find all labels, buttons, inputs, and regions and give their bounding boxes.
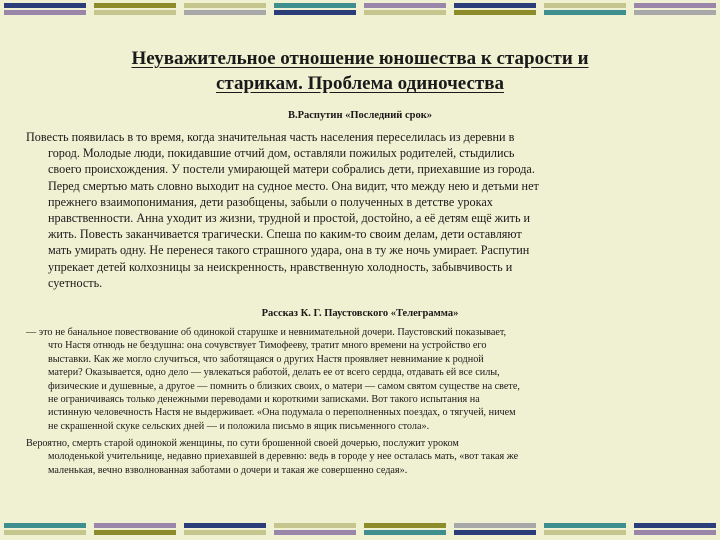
paragraph-line: суетность.	[48, 275, 103, 290]
stripe-segment	[634, 0, 716, 20]
stripe-segment	[274, 520, 356, 540]
paragraph-line: Перед смертью мать словно выходит на судное место. Она видит, что между нею и детьми нет	[48, 178, 539, 193]
stripe-segment	[634, 520, 716, 540]
stripe-segment	[544, 0, 626, 20]
stripe-segment	[184, 520, 266, 540]
stripe-segment	[454, 520, 536, 540]
stripe-segment	[94, 520, 176, 540]
stripe-segment	[4, 0, 86, 20]
paragraph-line: истинную человечность Настя не выдерживает. «Она подумала о переполненных поездах, о тягучей, ничем	[48, 407, 516, 419]
paragraph-line: город. Молодые люди, покидавшие отчий дом, оставляли пожилых родителей, стыдились	[48, 146, 515, 161]
paragraph-line: Вероятно, смерть старой одинокой женщины, по сути брошенной своей дочерью, послужит уроком	[26, 438, 459, 449]
paragraph-line: — это не банальное повествование об одинокой старушке и невнимательной дочери. Паустовский показывает,	[26, 327, 507, 338]
paragraph-line: нравственности. Анна уходит из жизни, трудной и простой, достойно, а её детям ещё жить и	[48, 211, 531, 226]
decorative-top-stripe	[0, 0, 720, 20]
paragraph-line: жить. Повесть заканчивается трагически. Спеша по каким-то своим делам, дети оставляют	[48, 227, 522, 242]
stripe-segment	[94, 0, 176, 20]
section-2-paragraph	[26, 326, 702, 433]
paragraph-line: матери? Оказывается, одно дело — увлекаться работой, делать ее от всего сердца, отдавать ей все силы,	[48, 367, 500, 379]
paragraph-line: своего происхождения. У постели умирающей матери собрались дети, приехавшие из города.	[48, 162, 535, 177]
slide-title-line-2: старикам. Проблема одиночества	[215, 73, 504, 94]
paragraph-line: Повесть появилась в то время, когда значительная часть населения переселилась из деревни в	[26, 130, 515, 144]
paragraph-line: что Настя отнюдь не бездушна: она сочувствует Тимофееву, тратит много времени на устройство его	[48, 340, 487, 352]
paragraph-line: прежнего взаимопонимания, дети разобщены, забыли о полученных в детстве уроках	[48, 194, 493, 209]
paragraph-line: не ограничиваясь только денежными переводами и короткими записками. Вот такого испытания на	[48, 394, 480, 406]
paragraph-line: упрекает детей колхозницы за неискренность, нравственную холодность, забывчивость и	[48, 259, 513, 274]
paragraph-line: мать умирать одну. Не перенеся такого страшного удара, она в ту же ночь умирает. Распутин	[48, 243, 530, 258]
section-1-subtitle: В.Распутин «Последний срок»	[287, 110, 432, 121]
stripe-segment	[184, 0, 266, 20]
stripe-segment	[364, 520, 446, 540]
paragraph-line: выставки. Как же могло случиться, что заботящаяся о других Настя проявляет невнимание к родной	[48, 353, 484, 365]
paragraph-line: физические и душевные, а другое — помнить о близких своих, о матери — самом святом существе на свете,	[48, 380, 520, 392]
slide-title	[60, 46, 660, 96]
paragraph-line: маленькая, вечно взволнованная заботами о дочери и такая же совершенно седая».	[48, 464, 408, 476]
section-2-subtitle: Рассказ К. Г. Паустовского «Телеграмма»	[261, 308, 459, 319]
stripe-segment	[544, 520, 626, 540]
stripe-segment	[454, 0, 536, 20]
section-1-paragraph	[26, 129, 702, 291]
paragraph-line: молоденькой учительнице, недавно приехавшей в деревню: ведь в городе у нее осталась мать, «вот такая же	[48, 451, 519, 463]
stripe-segment	[274, 0, 356, 20]
decorative-bottom-stripe	[0, 520, 720, 540]
stripe-segment	[364, 0, 446, 20]
paragraph-line: не скрашенной скуке сельских дней — и положила письмо в ящик письменного стола».	[48, 420, 430, 432]
stripe-segment	[4, 520, 86, 540]
slide-title-line-1: Неуважительное отношение юношества к старости и	[131, 48, 589, 69]
conclusion-paragraph	[26, 437, 702, 477]
